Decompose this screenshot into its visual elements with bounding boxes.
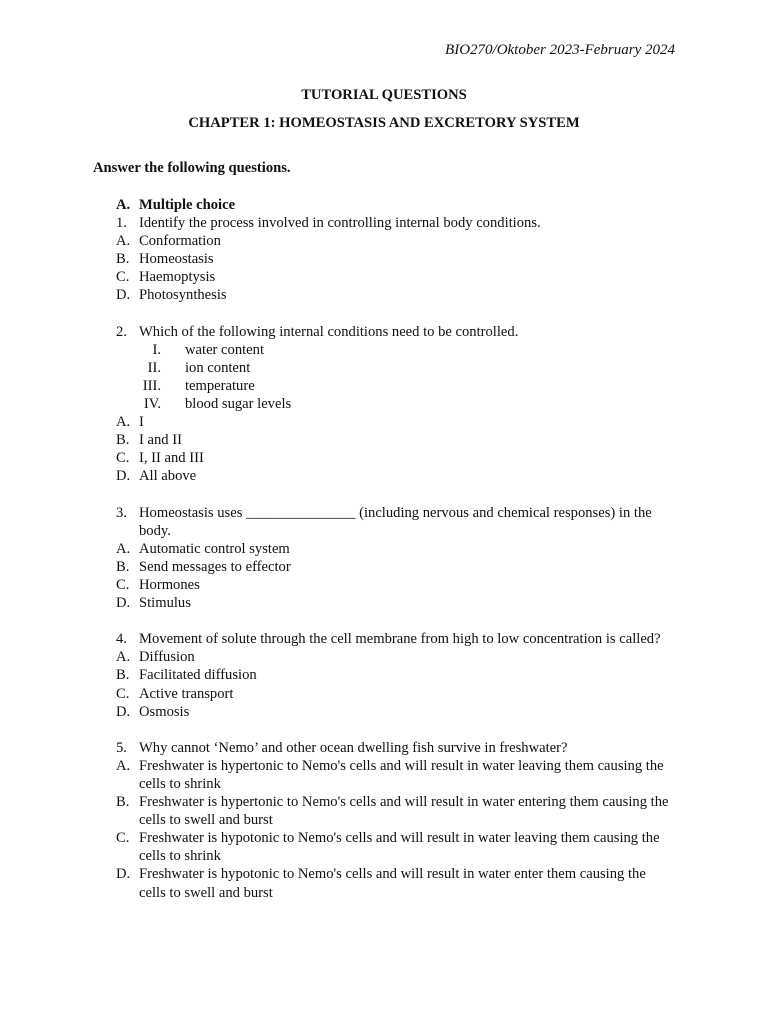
option-text: All above [139,468,197,485]
option-text: Send messages to effector [139,558,291,575]
option-text: I [139,414,144,431]
option-letter: D. [116,287,131,304]
option-letter: A. [116,414,131,431]
question-number: 5. [116,739,127,756]
roman-item [116,359,676,377]
option-letter: A. [116,540,131,557]
question-3 [116,504,676,540]
option-letter: C. [116,685,130,702]
roman-numeral: IV. [143,396,161,413]
roman-numeral: III. [142,377,161,394]
option [116,757,676,793]
question-text: Which of the following internal conditions need to be controlled. [139,323,519,340]
roman-item [116,377,676,395]
roman-numeral: II. [147,359,161,376]
question-text: Identify the process involved in controlling internal body conditions. [139,215,541,232]
option [116,865,676,901]
option [116,829,676,865]
option-text: Active transport [139,685,234,702]
question-1 [116,214,676,232]
option-text: Haemoptysis [139,269,216,286]
option-letter: C. [116,450,130,467]
roman-text: water content [185,341,265,358]
page-title: TUTORIAL QUESTIONS [301,87,467,103]
question-list [116,196,676,902]
option [116,540,676,558]
roman-numeral: I. [152,341,161,358]
option-text: I and II [139,432,182,449]
option-letter: B. [116,251,130,268]
option [116,594,676,612]
question-4 [116,630,676,648]
question-text: Why cannot ‘Nemo’ and other ocean dwelling fish survive in freshwater? [139,739,568,756]
question-number: 2. [116,323,127,340]
option [116,576,676,594]
question-2 [116,323,676,341]
option-text: Photosynthesis [139,287,227,304]
option-text: Hormones [139,576,200,593]
option-text: Stimulus [139,595,191,612]
section-title: Multiple choice [139,197,236,213]
option-letter: C. [116,830,130,847]
option-text: Conformation [139,233,221,250]
option [116,431,676,449]
option-letter: C. [116,576,130,593]
option-text: Freshwater is hypertonic to Nemo's cells and will result in water entering them causing the cells to swell and burst [139,794,669,829]
option-text: Freshwater is hypotonic to Nemo's cells and will result in water leaving them causing the cells to shrink [139,830,660,865]
option [116,232,676,250]
section-heading [116,196,676,214]
option-letter: B. [116,432,130,449]
option [116,286,676,304]
option [116,449,676,467]
option-text: Automatic control system [139,540,290,557]
option [116,648,676,666]
option [116,250,676,268]
roman-item [116,341,676,359]
question-text: Movement of solute through the cell membrane from high to low concentration is called? [139,631,661,648]
option [116,666,676,684]
question-number: 1. [116,215,127,232]
instruction: Answer the following questions. [93,160,291,176]
option [116,413,676,431]
question-number: 3. [116,504,127,521]
roman-text: ion content [185,359,251,376]
option-letter: D. [116,468,131,485]
option [116,703,676,721]
option-text: I, II and III [139,450,204,467]
option-letter: A. [116,233,131,250]
option [116,268,676,286]
roman-text: temperature [185,377,255,394]
option-text: Homeostasis [139,251,214,268]
option-letter: D. [116,866,131,883]
roman-text: blood sugar levels [185,396,292,413]
option [116,685,676,703]
option-text: Diffusion [139,649,195,666]
option [116,793,676,829]
option-text: Freshwater is hypotonic to Nemo's cells and will result in water enter them causing the cells to swell and burst [139,866,646,901]
question-number: 4. [116,631,127,648]
option [116,558,676,576]
option-letter: A. [116,649,131,666]
document-header: BIO270/Oktober 2023-February 2024 [445,42,675,58]
option-letter: D. [116,595,131,612]
option-text: Facilitated diffusion [139,667,257,684]
option-letter: B. [116,667,130,684]
option [116,467,676,485]
option-letter: A. [116,757,131,774]
option-text: Osmosis [139,703,190,720]
option-letter: B. [116,794,130,811]
roman-item [116,395,676,413]
option-letter: B. [116,558,130,575]
option-letter: C. [116,269,130,286]
chapter-title: CHAPTER 1: HOMEOSTASIS AND EXCRETORY SYSTEM [188,115,580,131]
question-5 [116,739,676,757]
question-text: Homeostasis uses _______________ (including nervous and chemical responses) in the body. [139,504,652,539]
option-letter: D. [116,703,131,720]
option-text: Freshwater is hypertonic to Nemo's cells and will result in water leaving them causing the cells to shrink [139,757,664,792]
section-letter: A. [116,197,131,213]
